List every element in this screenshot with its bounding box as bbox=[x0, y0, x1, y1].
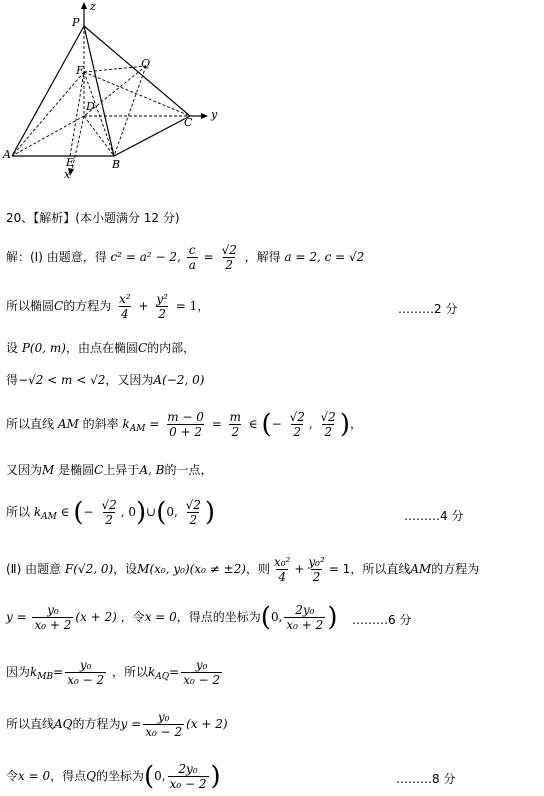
text: 所以直线 bbox=[6, 417, 55, 431]
math: x = 0 bbox=[18, 769, 51, 783]
label-q: Q bbox=[141, 57, 151, 70]
solution-line-8 bbox=[6, 555, 479, 584]
line-fa bbox=[12, 72, 84, 156]
in: ∈ bbox=[248, 417, 258, 431]
z-arrow-icon bbox=[81, 2, 87, 9]
score-6: ………6 分 bbox=[352, 613, 412, 627]
fraction bbox=[117, 292, 133, 321]
score-8: ………8 分 bbox=[396, 772, 456, 786]
text: 解：(Ⅰ) 由题意，得 bbox=[6, 250, 107, 264]
union: ∪ bbox=[146, 505, 157, 519]
math: A, B bbox=[139, 463, 165, 477]
solution-line-5 bbox=[6, 410, 362, 439]
fraction bbox=[184, 498, 203, 527]
label-z: z bbox=[90, 0, 96, 13]
label-a: A bbox=[3, 148, 11, 161]
solution-line-7 bbox=[6, 498, 215, 527]
subscript: MB bbox=[37, 672, 54, 682]
eq: = bbox=[211, 417, 222, 431]
math: AM bbox=[410, 562, 432, 576]
text: ，由点在椭圆 bbox=[65, 341, 138, 355]
paren: ( bbox=[260, 602, 271, 633]
fraction bbox=[228, 410, 243, 439]
subscript: AM bbox=[129, 424, 146, 434]
text: 的方程为 bbox=[431, 562, 480, 576]
solution-line-6 bbox=[6, 462, 213, 478]
solution-line-9 bbox=[6, 603, 337, 632]
math: −√2 < m < √2 bbox=[18, 373, 106, 387]
text: 设 bbox=[6, 341, 19, 355]
den: 4 bbox=[278, 570, 286, 584]
math: a = 2, c = √2 bbox=[284, 250, 365, 264]
minus: − bbox=[271, 417, 282, 431]
num: y₀ bbox=[47, 603, 59, 617]
text: ，又因为 bbox=[105, 373, 154, 387]
zero: , 0 bbox=[120, 505, 136, 519]
text: 得 bbox=[6, 373, 19, 387]
label-c: C bbox=[184, 116, 193, 129]
text: ，得点 bbox=[50, 769, 87, 783]
eq: = bbox=[203, 250, 214, 264]
zero: 0, bbox=[166, 505, 178, 519]
text: 又因为 bbox=[6, 463, 43, 477]
num: √2 bbox=[320, 410, 336, 424]
text: ，设 bbox=[113, 562, 138, 576]
den: x₀ − 2 bbox=[169, 777, 207, 791]
math: k bbox=[33, 505, 42, 519]
label-x: x bbox=[64, 168, 71, 181]
solution-line-1 bbox=[6, 243, 364, 272]
label-y: y bbox=[211, 108, 218, 121]
math: (x + 2) bbox=[75, 610, 117, 624]
math: y = bbox=[120, 717, 142, 731]
text: ，所以 bbox=[111, 665, 148, 679]
paren: ( bbox=[261, 409, 272, 440]
solution-line-12 bbox=[6, 762, 221, 791]
line-ef bbox=[70, 72, 84, 156]
fraction bbox=[306, 555, 326, 584]
text: 的斜率 bbox=[82, 417, 119, 431]
text: 所以直线 bbox=[6, 717, 55, 731]
num: y₀ bbox=[195, 658, 208, 672]
num: y₀ bbox=[79, 658, 92, 672]
text: ，解得 bbox=[244, 250, 281, 264]
den: 0 + 2 bbox=[169, 425, 203, 439]
fraction bbox=[272, 555, 292, 584]
num: m − 0 bbox=[167, 410, 204, 424]
label-d: D bbox=[86, 100, 95, 113]
num: √2 bbox=[221, 243, 237, 257]
paren: ) bbox=[210, 761, 221, 792]
text: 令 bbox=[6, 769, 19, 783]
text: 所以椭圆 bbox=[6, 299, 55, 313]
fraction bbox=[288, 410, 307, 439]
minus: − bbox=[83, 505, 94, 519]
den: x₀ − 2 bbox=[183, 673, 221, 687]
paren: ( bbox=[143, 761, 155, 792]
fraction bbox=[181, 658, 222, 687]
num: y₀ bbox=[157, 710, 170, 724]
edge-pc bbox=[84, 26, 190, 116]
fraction bbox=[168, 762, 209, 791]
num: √2 bbox=[185, 498, 201, 512]
eq: = bbox=[169, 665, 180, 679]
label-p: P bbox=[72, 16, 80, 29]
zero: 0, bbox=[154, 769, 166, 783]
num: x₀² bbox=[273, 555, 291, 569]
fraction bbox=[165, 410, 206, 439]
num: x² bbox=[119, 292, 131, 306]
paren: ) bbox=[339, 409, 350, 440]
solution-line-4 bbox=[6, 372, 204, 388]
solution-line-2 bbox=[6, 292, 209, 321]
num: c bbox=[188, 243, 196, 257]
paren: ( bbox=[156, 497, 167, 528]
num: y₀² bbox=[308, 555, 325, 569]
text: 因为 bbox=[6, 665, 31, 679]
den: x₀ + 2 bbox=[34, 618, 72, 632]
paren: ( bbox=[73, 497, 84, 528]
text: = 1，所以直线 bbox=[328, 562, 411, 576]
fraction bbox=[32, 603, 73, 632]
den: x₀ − 2 bbox=[145, 725, 183, 739]
den: x₀ − 2 bbox=[67, 673, 105, 687]
num: m bbox=[229, 410, 241, 424]
plus: + bbox=[138, 299, 149, 313]
den: x₀ + 2 bbox=[286, 618, 324, 632]
math: C bbox=[137, 341, 148, 355]
math: M(x₀, y₀)(x₀ ≠ ±2) bbox=[137, 562, 246, 576]
math: Q bbox=[86, 769, 96, 783]
num: 2y₀ bbox=[295, 603, 315, 617]
math: = 1， bbox=[175, 299, 210, 313]
y-arrow-icon bbox=[201, 113, 208, 119]
label-b: B bbox=[112, 158, 121, 171]
eq: = bbox=[149, 417, 160, 431]
num: 2y₀ bbox=[178, 762, 198, 776]
text: 的内部， bbox=[147, 341, 196, 355]
text: 上异于 bbox=[103, 463, 140, 477]
fraction bbox=[154, 292, 170, 321]
subscript: AQ bbox=[155, 672, 170, 682]
label-e: E bbox=[66, 156, 75, 169]
line-qb bbox=[114, 66, 146, 156]
paren: ) bbox=[135, 497, 147, 528]
comma: , bbox=[308, 417, 313, 431]
num: y² bbox=[156, 292, 168, 306]
line-fb bbox=[84, 72, 114, 156]
score-4: ………4 分 bbox=[404, 509, 464, 523]
paren: ) bbox=[204, 497, 216, 528]
solution-line-10 bbox=[6, 658, 224, 687]
den: 2 bbox=[293, 425, 302, 439]
fraction bbox=[65, 658, 106, 687]
den: 2 bbox=[158, 307, 166, 321]
problem-header bbox=[6, 210, 180, 226]
den: 2 bbox=[105, 513, 113, 527]
math: M bbox=[42, 463, 55, 477]
math: P(0, m) bbox=[21, 341, 66, 355]
solution-line-3 bbox=[6, 340, 195, 356]
den: a bbox=[188, 258, 196, 272]
math: C bbox=[54, 299, 64, 313]
text: ，得点的坐标为 bbox=[176, 610, 261, 624]
comma: ， bbox=[349, 417, 362, 431]
math: AQ bbox=[54, 717, 73, 731]
math: C bbox=[94, 463, 104, 477]
fraction bbox=[187, 243, 198, 272]
eq: = bbox=[53, 665, 64, 679]
zero: 0, bbox=[270, 610, 283, 624]
math: AM bbox=[57, 417, 79, 431]
text: 是椭圆 bbox=[58, 463, 95, 477]
math: k bbox=[122, 417, 130, 431]
text: ，则 bbox=[245, 562, 270, 576]
subscript: AM bbox=[41, 512, 57, 522]
edge-bc bbox=[114, 116, 190, 156]
den: 2 bbox=[225, 258, 234, 272]
den: 2 bbox=[312, 570, 321, 584]
score-2: ………2 分 bbox=[398, 302, 458, 316]
math: F(√2, 0) bbox=[64, 562, 114, 576]
pyramid-figure bbox=[0, 0, 230, 182]
den: 2 bbox=[231, 425, 240, 439]
text: 的坐标为 bbox=[95, 769, 144, 783]
num: √2 bbox=[289, 410, 305, 424]
math: k bbox=[147, 665, 156, 679]
math: k bbox=[30, 665, 38, 679]
text: 的方程为 bbox=[63, 299, 112, 313]
text: (Ⅱ) 由题意 bbox=[6, 562, 62, 576]
fraction bbox=[319, 410, 338, 439]
math: x = 0 bbox=[144, 610, 177, 624]
solution-line-11 bbox=[6, 710, 228, 739]
den: 2 bbox=[189, 513, 198, 527]
fraction bbox=[284, 603, 325, 632]
paren: ) bbox=[327, 602, 338, 633]
fraction bbox=[220, 243, 239, 272]
text: 的方程为 bbox=[72, 717, 121, 731]
den: 4 bbox=[121, 307, 129, 321]
fraction bbox=[143, 710, 184, 739]
plus: + bbox=[294, 562, 305, 576]
header-text: 20、【解析】(本小题满分 12 分) bbox=[6, 211, 180, 225]
math: (x + 2) bbox=[186, 717, 228, 731]
math: c² = a² − 2, bbox=[110, 250, 181, 264]
in: ∈ bbox=[60, 505, 70, 519]
math: y = bbox=[6, 610, 27, 624]
label-f: F bbox=[76, 64, 84, 77]
num: √2 bbox=[101, 498, 117, 512]
text: 的一点， bbox=[164, 463, 213, 477]
math: A(−2, 0) bbox=[153, 373, 205, 387]
den: 2 bbox=[324, 425, 332, 439]
text: 所以 bbox=[6, 505, 31, 519]
text: ，令 bbox=[120, 610, 145, 624]
fraction bbox=[99, 498, 118, 527]
